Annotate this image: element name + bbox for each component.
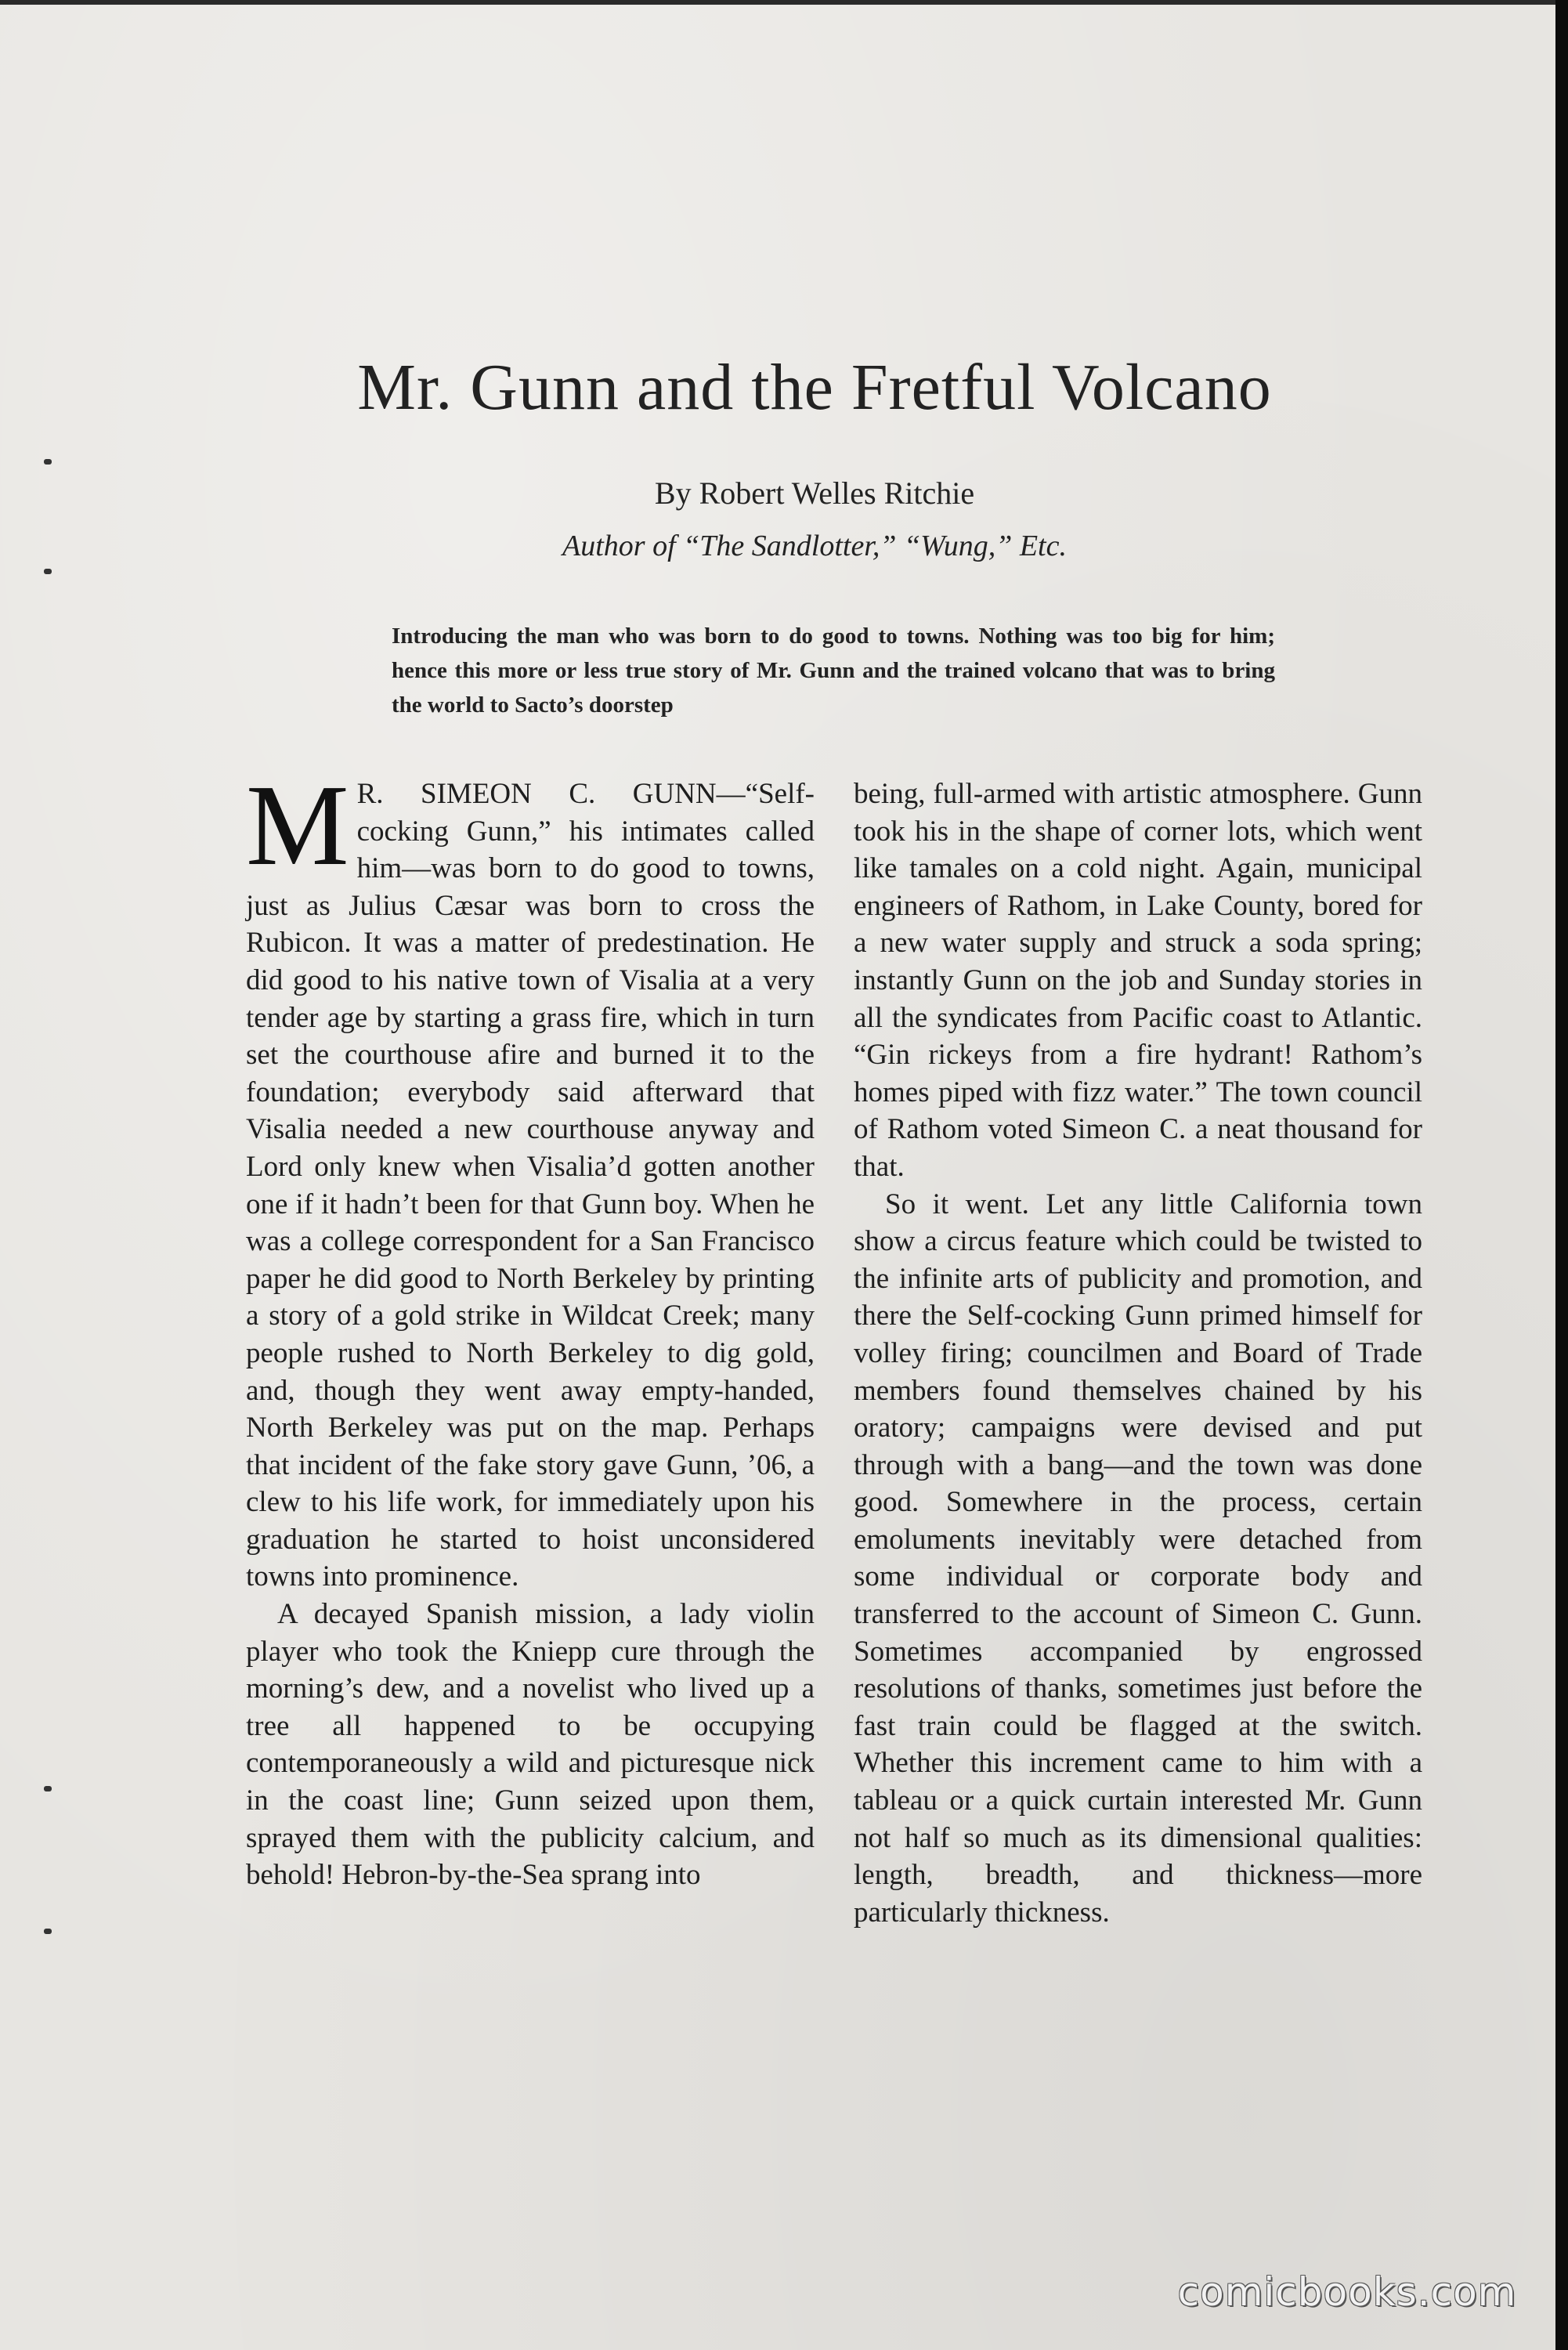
left-column: [246, 761, 815, 1894]
drop-cap: M: [246, 761, 349, 890]
scan-background-edge: [1555, 0, 1568, 2350]
paragraph-text: R. SIMEON C. GUNN—“Self-cocking Gunn,” his intimates called him—was born to do good to towns, just as Julius Cæsar was born to cross the Rubicon. It was a matter of predestination. He did good to his native town of Visalia at a very tender age by starting a grass fire, which in turn set the courthouse afire and burned it to the foundation; everybody said afterward that Visalia needed a new courthouse anyway and Lord only knew when Visalia’d gotten another one if it hadn’t been for that Gunn boy. When he was a college correspondent for a San Francisco paper he did good to North Berkeley by printing a story of a gold strike in Wildcat Creek; many people rushed to North Berkeley to dig gold, and, though they went away empty-handed, North Berkeley was put on the map. Perhaps that incident of the fake story gave Gunn, ’06, a clew to his life work, for immediately upon his graduation he started to hoist unconsidered towns into prominence.: [246, 778, 815, 1593]
paragraph: being, full-armed with artistic atmosphere. Gunn took his in the shape of corner lots, which went like tamales on a cold night. Again, municipal engineers of Rathom, in Lake County, bored for a new water supply and struck a soda spring; instantly Gunn on the job and Sunday stories in all the syndicates from Pacific coast to Atlantic. “Gin rickeys from a fire hydrant! Rathom’s homes piped with fizz water.” The town council of Rathom voted Simeon C. a neat thousand for that.: [854, 778, 1422, 1183]
article-intro: Introducing the man who was born to do good to towns. Nothing was too big for him; hence this more or less true story of Mr. Gunn and the trained volcano that was to bring the world to Sacto’s doorstep: [392, 624, 1275, 718]
paragraph: [246, 761, 815, 1596]
paragraph: So it went. Let any little California town show a circus feature which could be twisted to the infinite arts of publicity and promotion, and there the Self-cocking Gunn primed himself for volley firing; councilmen and Board of Trade members found themselves chained by his oratory; campaigns were devised and put through with a bang—and the town was done good. Somewhere in the process, certain emoluments inevitably were detached from some individual or corporate body and transferred to the account of Simeon C. Gunn. Sometimes accompanied by engrossed resolutions of thanks, sometimes just before the fast train could be flagged at the switch. Whether this increment came to him with a tableau or a quick curtain interested Mr. Gunn not half so much as its dimensional qualities: length, breadth, and thickness—more particularly thickness.: [854, 1188, 1422, 1929]
right-column: [854, 776, 1422, 1931]
author-credits: Author of “The Sandlotter,” “Wung,” Etc.: [562, 530, 1067, 562]
binding-hole-mark: [44, 459, 52, 465]
binding-hole-mark: [44, 1786, 52, 1791]
binding-hole-mark: [44, 569, 52, 574]
binding-hole-mark: [44, 1929, 52, 1934]
author-byline: By Robert Welles Ritchie: [654, 475, 975, 511]
paragraph: A decayed Spanish mission, a lady violin player who took the Kniepp cure through the morning’s dew, and a novelist who lived up a tree all happened to be occupying contemporaneously a wild and picturesque nick in the coast line; Gunn seized upon them, sprayed them with the publicity calcium, and behold! Hebron-by-the-Sea sprang into: [246, 1598, 815, 1892]
site-watermark: comicbooks.com: [1177, 2269, 1517, 2315]
article-title: Mr. Gunn and the Fretful Volcano: [357, 351, 1272, 424]
page-top-edge: [0, 0, 1555, 5]
